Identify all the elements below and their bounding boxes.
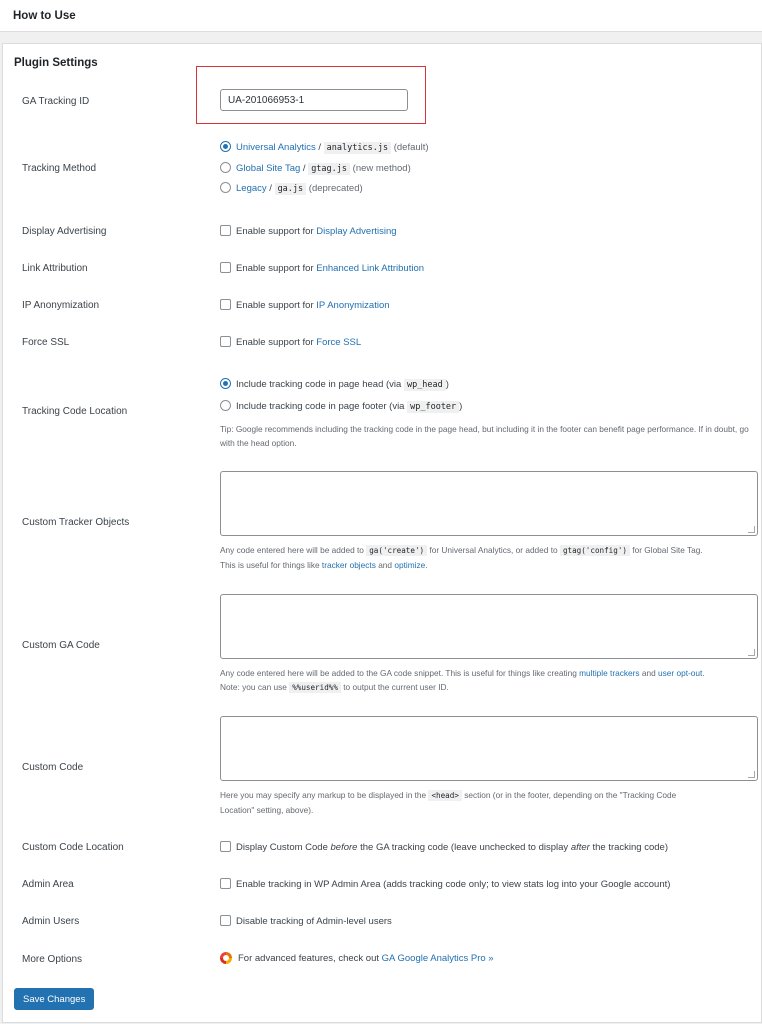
tracking-location-footer-option[interactable] <box>220 400 462 412</box>
tracking-method-option-gtag[interactable] <box>220 162 411 174</box>
plugin-settings-panel <box>2 43 762 1023</box>
ip-anonymization-label: IP Anonymization <box>22 300 100 311</box>
option-text: Enable support for <box>236 263 314 274</box>
admin-area-text: Enable tracking in WP Admin Area (adds tracking code only; to view stats log into your Google account) <box>236 879 671 890</box>
global-site-tag-link[interactable]: Global Site Tag <box>236 163 301 174</box>
tracking-method-label: Tracking Method <box>22 163 97 174</box>
more-options-row <box>220 952 494 964</box>
force-ssl-checkbox[interactable] <box>220 336 231 347</box>
custom-tracker-textarea[interactable] <box>220 471 758 536</box>
new-method-note: (new method) <box>352 163 411 174</box>
custom-ga-code-description: Any code entered here will be added to the GA code snippet. This is useful for things like creating multiple trackers and user opt-out. Note: you can use %%userid%% to output the current user ID. <box>220 668 705 692</box>
custom-code-location-checkbox[interactable] <box>220 841 231 852</box>
wp-head-code: wp_head <box>404 379 446 391</box>
ga-js-code: ga.js <box>275 183 307 195</box>
custom-ga-code-textarea[interactable] <box>220 594 758 659</box>
analytics-js-code: analytics.js <box>324 142 391 154</box>
ga-pro-icon <box>220 952 232 964</box>
save-changes-button[interactable]: Save Changes <box>14 988 94 1010</box>
custom-code-location-option[interactable]: Display Custom Code before the GA tracking code (leave unchecked to display after the tracking code) <box>220 841 668 853</box>
custom-code-description: Here you may specify any markup to be displayed in the <head> section (or in the footer, depending on the "Tracking Code Location" setting, above). <box>220 790 677 815</box>
separator: / <box>302 163 306 174</box>
link-attribution-option[interactable] <box>220 262 424 274</box>
radio-universal[interactable] <box>220 141 231 152</box>
force-ssl-label: Force SSL <box>22 337 70 348</box>
radio-footer[interactable] <box>220 400 231 411</box>
custom-code-textarea[interactable] <box>220 716 758 781</box>
custom-code-label: Custom Code <box>22 762 84 773</box>
head-text: Include tracking code in page head (via <box>236 379 402 390</box>
custom-tracker-description: Any code entered here will be added to ga('create') for Universal Analytics, or added to gtag('config') for Global Site Tag. This is useful for things like tracker objects and optimize. <box>220 545 703 570</box>
default-note: (default) <box>393 142 429 153</box>
link-attribution-label: Link Attribution <box>22 263 88 274</box>
option-text: Enable support for <box>236 337 314 348</box>
universal-analytics-link[interactable]: Universal Analytics <box>236 142 316 153</box>
radio-gtag[interactable] <box>220 162 231 173</box>
tracking-id-input[interactable] <box>220 89 408 111</box>
admin-area-label: Admin Area <box>22 879 74 890</box>
multiple-trackers-link[interactable]: multiple trackers <box>579 668 640 678</box>
paren: ) <box>459 401 463 412</box>
display-advertising-link[interactable]: Display Advertising <box>316 226 397 237</box>
option-text: Enable support for <box>236 300 314 311</box>
ip-anonymization-link[interactable]: IP Anonymization <box>316 300 390 311</box>
force-ssl-link[interactable]: Force SSL <box>316 337 362 348</box>
separator: / <box>269 183 272 194</box>
ip-anonymization-checkbox[interactable] <box>220 299 231 310</box>
radio-legacy[interactable] <box>220 182 231 193</box>
optimize-link[interactable]: optimize <box>394 560 426 570</box>
more-options-text: For advanced features, check out <box>238 953 379 964</box>
radio-head[interactable] <box>220 378 231 389</box>
enhanced-link-attribution-link[interactable]: Enhanced Link Attribution <box>316 263 425 274</box>
tracking-location-tip: Tip: Google recommends including the tracking code in the page head, but including it in the footer can benefit page performance. If in doubt, go with the head option. <box>220 424 749 448</box>
admin-users-label: Admin Users <box>22 916 80 927</box>
admin-area-checkbox[interactable] <box>220 878 231 889</box>
how-to-use-panel[interactable] <box>0 0 762 32</box>
option-text: Enable support for <box>236 226 314 237</box>
how-to-use-title[interactable]: How to Use <box>13 10 76 22</box>
force-ssl-option[interactable] <box>220 336 361 348</box>
ip-anonymization-option[interactable] <box>220 299 390 311</box>
custom-tracker-label: Custom Tracker Objects <box>22 517 130 528</box>
footer-text: Include tracking code in page footer (via <box>236 401 405 412</box>
custom-ga-code-label: Custom GA Code <box>22 640 100 651</box>
paren: ) <box>445 379 449 390</box>
ga-pro-link[interactable]: GA Google Analytics Pro » <box>381 953 494 964</box>
tracking-method-option-universal[interactable] <box>220 141 429 153</box>
tracking-id-label: GA Tracking ID <box>22 96 90 107</box>
tracking-location-head-option[interactable] <box>220 378 449 390</box>
more-options-label: More Options <box>22 954 83 965</box>
link-attribution-checkbox[interactable] <box>220 262 231 273</box>
admin-users-text: Disable tracking of Admin-level users <box>236 916 392 927</box>
admin-users-checkbox[interactable] <box>220 915 231 926</box>
wp-footer-code: wp_footer <box>407 401 459 413</box>
legacy-link[interactable]: Legacy <box>236 183 267 194</box>
tracking-location-label: Tracking Code Location <box>22 406 128 417</box>
separator: / <box>318 142 322 153</box>
plugin-settings-title[interactable]: Plugin Settings <box>14 57 98 69</box>
admin-users-option[interactable] <box>220 915 392 927</box>
display-advertising-option[interactable] <box>220 225 397 237</box>
display-advertising-checkbox[interactable] <box>220 225 231 236</box>
custom-code-location-label: Custom Code Location <box>22 842 124 853</box>
tracker-objects-link[interactable]: tracker objects <box>321 560 376 570</box>
deprecated-note: (deprecated) <box>308 183 363 194</box>
tracking-method-option-legacy[interactable] <box>220 182 363 194</box>
user-opt-out-link[interactable]: user opt-out <box>658 668 703 678</box>
gtag-js-code: gtag.js <box>308 163 350 175</box>
admin-area-option[interactable] <box>220 878 670 890</box>
display-advertising-label: Display Advertising <box>22 226 107 237</box>
